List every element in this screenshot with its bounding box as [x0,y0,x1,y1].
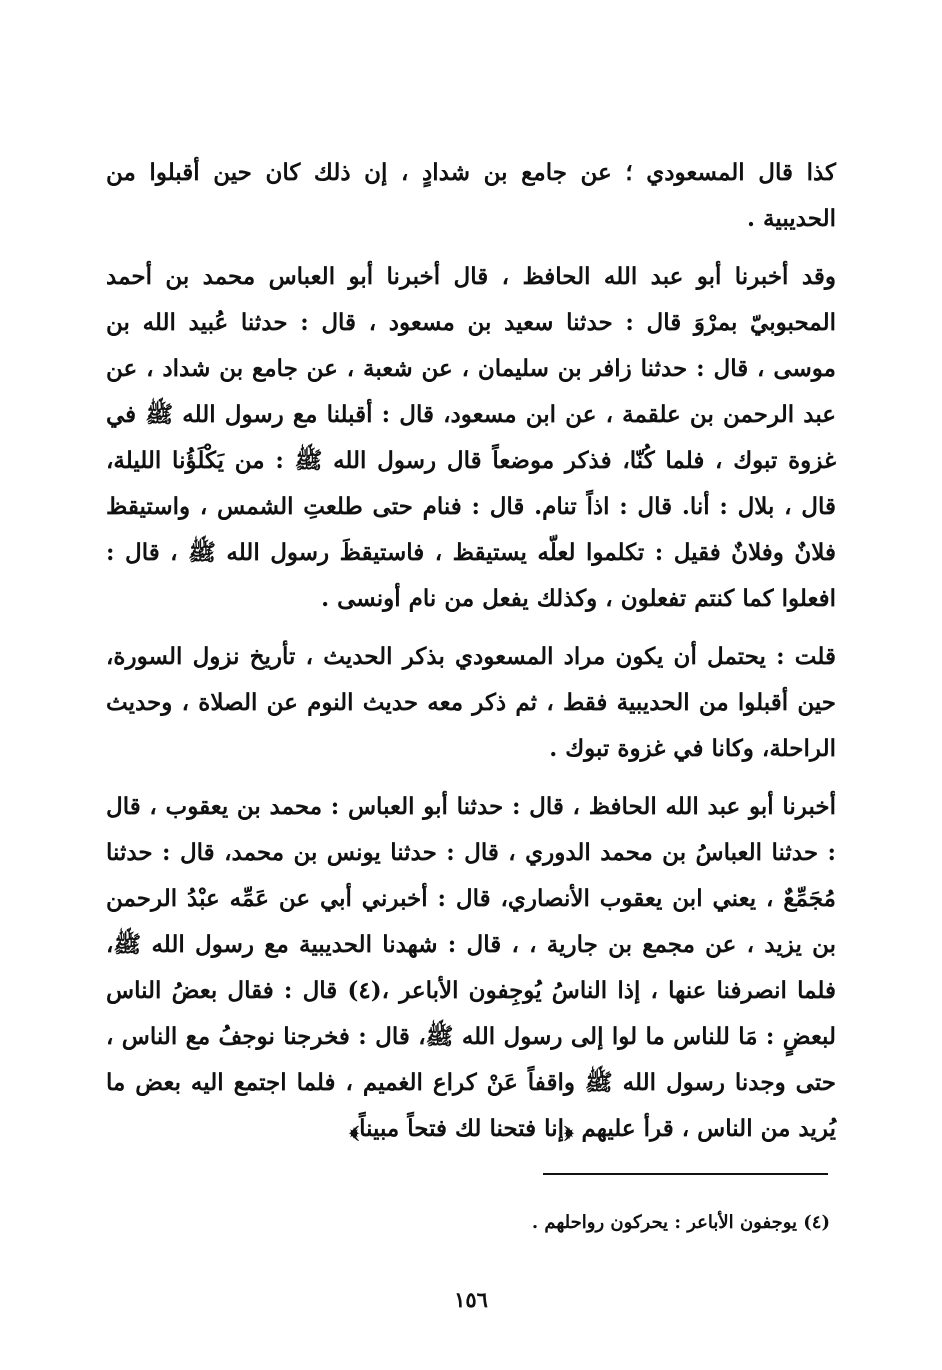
paragraph-2: وقد أخبرنا أبو عبد الله الحافظ ، قال أخبرنا أبو العباس محمد بن أحمد المحبوبيّ بمرْوَ قال : حدثنا سعيد بن مسعود ، قال : حدثنا عُبيد الله بن موسى ، قال : حدثنا زافر بن سليمان ، عن شعبة ، عن جامع بن شداد ، عن عبد الرحمن بن علقمة ، عن ابن مسعود، قال : أقبلنا مع رسول الله ﷺ في غزوة تبوك ، فلما كُنّا، فذكر موضعاً قال رسول الله ﷺ : من يَكْلَؤُنا الليلة، قال ، بلال : أنا. قال : اذاً تنام. قال : فنام حتى طلعتِ الشمس ، واستيقظ فلانٌ وفلانٌ فقيل : تكلموا لعلّه يستيقظ ، فاستيقظَ رسول الله ﷺ ، قال : افعلوا كما كنتم تفعلون ، وكذلك يفعل من نام أونسى . [106,263,836,612]
paragraph-4: أخبرنا أبو عبد الله الحافظ ، قال : حدثنا أبو العباس : محمد بن يعقوب ، قال : حدثنا العباسُ بن محمد الدوري ، قال : حدثنا يونس بن محمد، قال : حدثنا مُجَمِّعٌ ، يعني ابن يعقوب الأنصاري، قال : أخبرني أبي عن عَمِّه عبْدُ الرحمن بن يزيد ، عن مجمع بن جارية ، ، قال : شهدنا الحديبية مع رسول الله ﷺ، فلما انصرفنا عنها ، إذا الناسُ يُوجِفون الأباعر ،(٤) قال : فقال بعضُ الناس لبعضٍ : مَا للناس ما لوا إلى رسول الله ﷺ، قال : فخرجنا نوجفُ مع الناس ، حتى وجدنا رسول الله ﷺ واقفاً عَنْ كراع الغميم ، فلما اجتمع اليه بعض ما يُريد من الناس ، قرأ عليهم ﴿إنا فتحنا لك فتحاً مبيناً﴾ [106,793,836,1142]
footnote-divider [543,1173,828,1175]
paragraph-1: كذا قال المسعودي ؛ عن جامع بن شدادٍ ، إن ذلك كان حين أقبلوا من الحديبية . [106,159,836,232]
footnote: (٤) يوجفون الأباعر : يحركون رواحلهم . [531,1212,830,1233]
paragraph-3: قلت : يحتمل أن يكون مراد المسعودي بذكر الحديث ، تأريخ نزول السورة، حين أقبلوا من الحديبية فقط ، ثم ذكر معه حديث النوم عن الصلاة ، وحديث الراحلة، وكانا في غزوة تبوك . [106,643,836,762]
page-body [106,150,836,1152]
page-number: ١٥٦ [454,1287,488,1312]
